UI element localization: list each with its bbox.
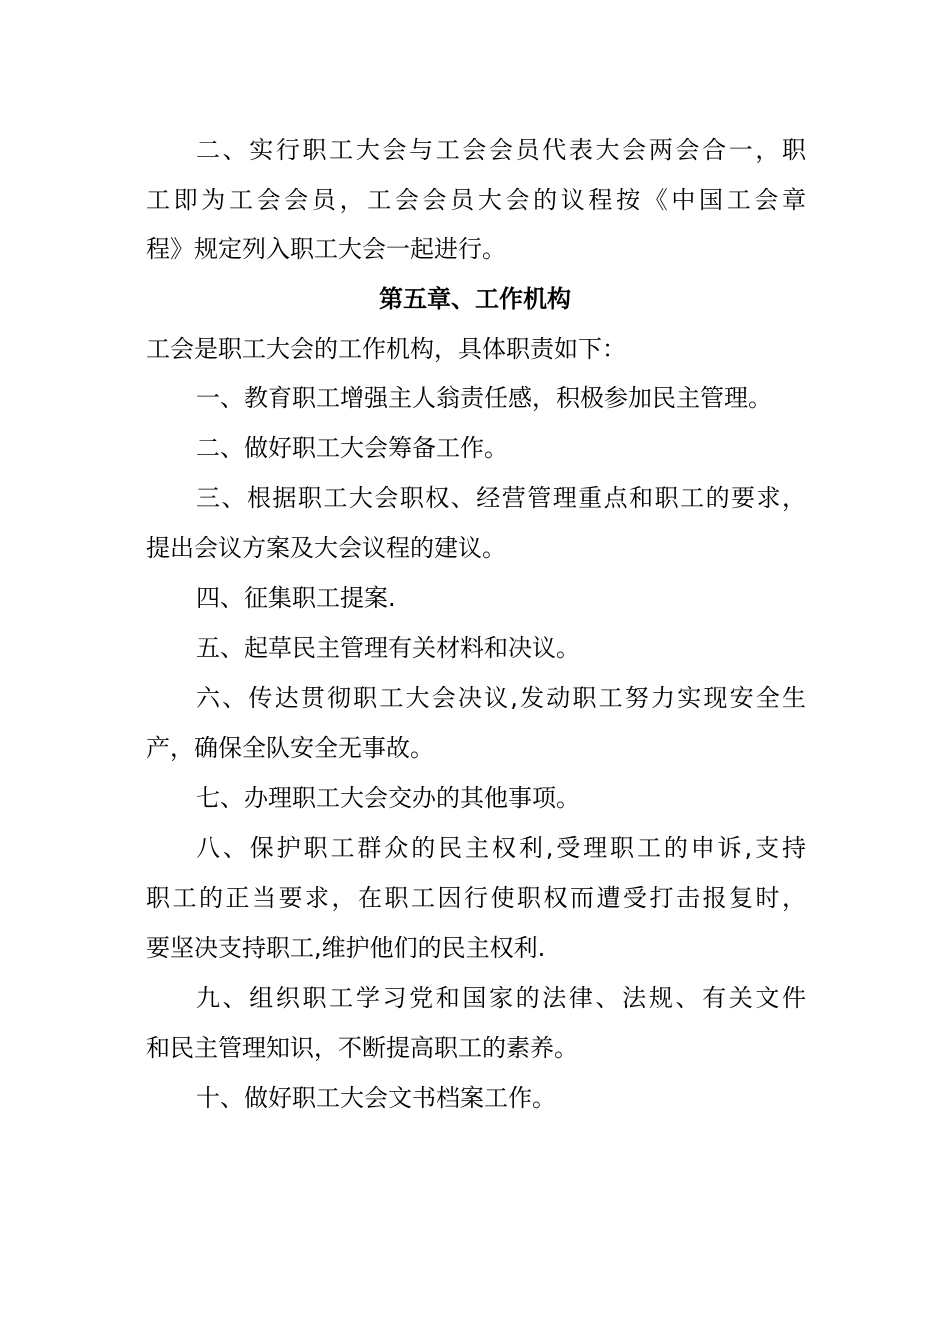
duty-item-10: 十、做好职工大会文书档案工作。 xyxy=(196,1084,556,1112)
paragraph-line: 二、实行职工大会与工会会员代表大会两会合一，职 xyxy=(196,136,806,164)
duty-item-1: 一、教育职工增强主人翁责任感，积极参加民主管理。 xyxy=(196,384,772,412)
duty-item-2: 二、做好职工大会筹备工作。 xyxy=(196,434,508,462)
duty-item-4: 四、征集职工提案. xyxy=(196,584,396,612)
duty-item-8-continuation: 职工的正当要求，在职工因行使职权而遭受打击报复时， xyxy=(146,884,806,912)
paragraph-line: 工即为工会会员，工会会员大会的议程按《中国工会章 xyxy=(146,186,806,214)
duty-item-8-continuation: 要坚决支持职工,维护他们的民主权利. xyxy=(146,934,546,962)
duty-item-9-continuation: 和民主管理知识，不断提高职工的素养。 xyxy=(146,1034,578,1062)
paragraph-line: 程》规定列入职工大会一起进行。 xyxy=(146,235,506,263)
chapter-intro: 工会是职工大会的工作机构，具体职责如下： xyxy=(146,335,626,363)
duty-item-7: 七、办理职工大会交办的其他事项。 xyxy=(196,784,580,812)
duty-item-5: 五、起草民主管理有关材料和决议。 xyxy=(196,634,580,662)
chapter-heading: 第五章、工作机构 xyxy=(379,285,571,313)
duty-item-9: 九、组织职工学习党和国家的法律、法规、有关文件 xyxy=(196,984,806,1012)
duty-item-3-continuation: 提出会议方案及大会议程的建议。 xyxy=(146,534,506,562)
duty-item-3: 三、根据职工大会职权、经营管理重点和职工的要求， xyxy=(196,484,806,512)
duty-item-6-continuation: 产，确保全队安全无事故。 xyxy=(146,734,434,762)
duty-item-6: 六、传达贯彻职工大会决议,发动职工努力实现安全生 xyxy=(196,684,806,712)
duty-item-8: 八、保护职工群众的民主权利,受理职工的申诉,支持 xyxy=(196,834,806,862)
